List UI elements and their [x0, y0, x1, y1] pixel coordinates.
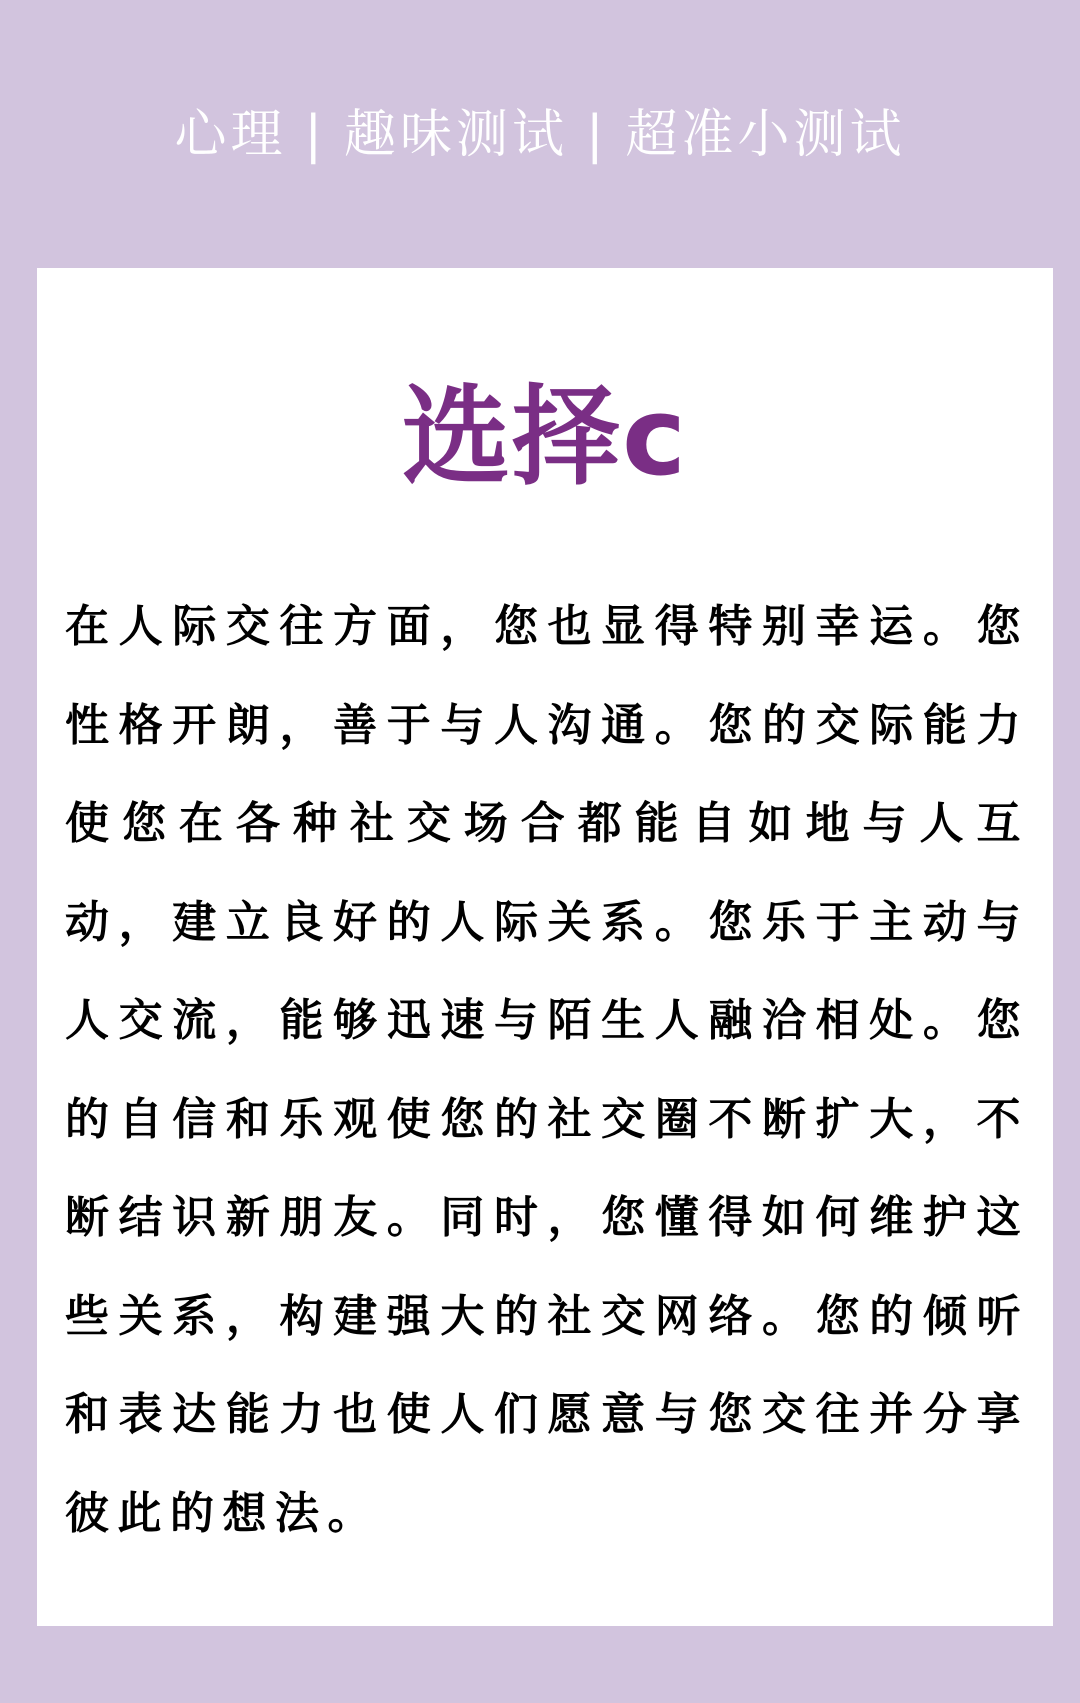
tag-fun-test: 趣味测试	[343, 105, 568, 165]
result-title: 选择c	[401, 375, 689, 500]
tag-psychology: 心理	[174, 105, 287, 165]
result-description: 在人际交往方面，您也显得特别幸运。您性格开朗，善于与人沟通。您的交际能力使您在各种社交场合都能自如地与人互动，建立良好的人际关系。您乐于主动与人交流，能够迅速与陌生人融洽相处。您的自信和乐观使您的社交圈不断扩大，不断结识新朋友。同时，您懂得如何维护这些关系，构建强大的社交网络。您的倾听和表达能力也使人们愿意与您交往并分享彼此的想法。	[65, 601, 1029, 1539]
separator: |	[304, 105, 326, 165]
separator: |	[586, 105, 608, 165]
tag-accurate-test: 超准小测试	[625, 105, 906, 165]
header-tags	[0, 95, 1080, 175]
content-card	[37, 268, 1053, 1626]
